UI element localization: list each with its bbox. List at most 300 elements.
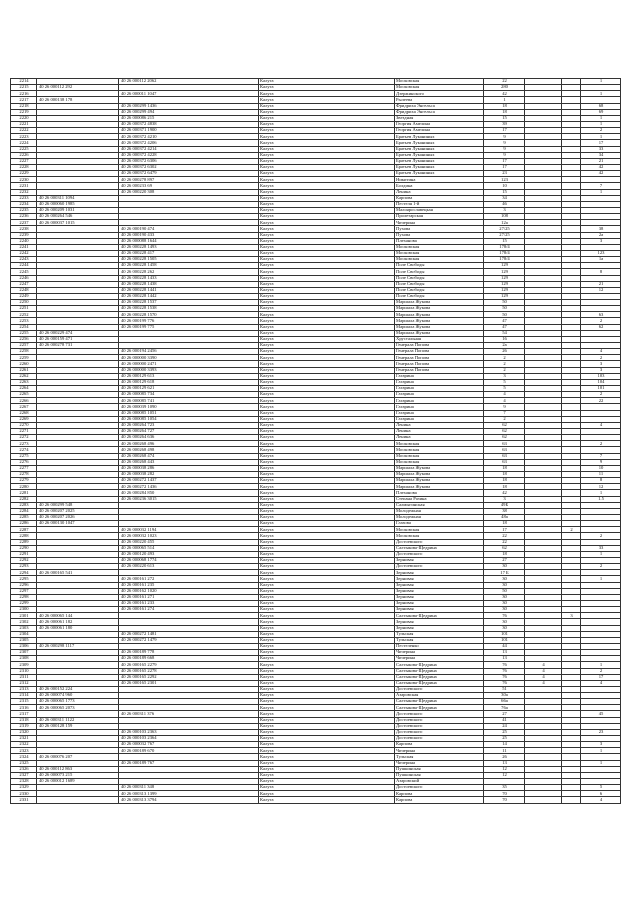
city-cell: Калуга: [259, 748, 395, 754]
row-number-cell: 2292: [11, 557, 37, 563]
street-cell: Молодежная: [395, 514, 484, 520]
house-number-cell: 54: [484, 330, 525, 336]
row-number-cell: 2263: [11, 379, 37, 385]
row-number-cell: 2231: [11, 183, 37, 189]
street-cell: Фридриха Энгельса: [395, 109, 484, 115]
building-cadastral-number-cell: 40 26 000128 159: [37, 723, 119, 729]
premises-cadastral-number-cell: 40 26 000268 474: [119, 453, 259, 459]
row-number-cell: 2223: [11, 134, 37, 140]
house-number-cell: 101: [484, 631, 525, 637]
street-cell: Фридриха Энгельса: [395, 103, 484, 109]
street-cell: Пролетарская: [395, 214, 484, 220]
premises-cadastral-number-cell: 40 26 000065 514: [119, 545, 259, 551]
street-cell: Генерала Попова: [395, 367, 484, 373]
premises-cadastral-number-cell: 40 26 000032 1023: [119, 533, 259, 539]
row-number-cell: 2307: [11, 650, 37, 656]
row-number-cell: 2310: [11, 668, 37, 674]
row-number-cell: 2271: [11, 429, 37, 435]
street-cell: Пушкинская: [395, 772, 484, 778]
city-cell: Калуга: [259, 183, 395, 189]
city-cell: Калуга: [259, 656, 395, 662]
city-cell: Калуга: [259, 447, 395, 453]
row-number-cell: 2331: [11, 797, 37, 803]
row-number-cell: 2309: [11, 662, 37, 668]
city-cell: Калуга: [259, 355, 395, 361]
premises-cadastral-number-cell: 40 26 000272 1436: [119, 484, 259, 490]
premises-cadastral-number-cell: 40 26 000120 493: [119, 551, 259, 557]
house-number-cell: 76: [484, 668, 525, 674]
house-number-cell: 178/4: [484, 250, 525, 256]
city-cell: Калуга: [259, 422, 395, 428]
house-number-cell: 50: [484, 588, 525, 594]
house-number-cell: 3: [484, 207, 525, 213]
building-cadastral-number-cell: [37, 797, 119, 803]
apartment-cell: 1: [581, 189, 621, 195]
house-number-cell: 70: [484, 797, 525, 803]
apartment-cell: 33: [581, 545, 621, 551]
apartment-cell: 1а: [581, 257, 621, 263]
street-cell: Глазова: [395, 521, 484, 527]
premises-cadastral-number-cell: 40 26 000372 4206: [119, 140, 259, 146]
city-cell: Калуга: [259, 312, 395, 318]
street-cell: Маршала Жукова: [395, 484, 484, 490]
house-number-cell: 11: [484, 748, 525, 754]
apartment-cell: 68: [581, 103, 621, 109]
city-cell: Калуга: [259, 158, 395, 164]
street-cell: Салмыгинская: [395, 502, 484, 508]
corpus-cell: [562, 797, 581, 803]
apartment-cell: 1: [581, 91, 621, 97]
row-number-cell: 2308: [11, 656, 37, 662]
house-number-cell: 51: [484, 686, 525, 692]
street-cell: Московская: [395, 453, 484, 459]
premises-cadastral-number-cell: 40 26 000228 1441: [119, 287, 259, 293]
apartment-cell: 2: [581, 441, 621, 447]
row-number-cell: 2328: [11, 779, 37, 785]
house-number-cell: 62: [484, 435, 525, 441]
house-number-cell: 178/4: [484, 244, 525, 250]
house-number-cell: 46: [484, 201, 525, 207]
apartment-cell: 1: [581, 490, 621, 496]
row-number-cell: 2239: [11, 232, 37, 238]
apartment-cell: 101: [581, 386, 621, 392]
street-cell: Карпова: [395, 791, 484, 797]
row-number-cell: 2257: [11, 343, 37, 349]
apartment-cell: 4: [581, 349, 621, 355]
city-cell: Калуга: [259, 711, 395, 717]
house-number-cell: 63: [484, 441, 525, 447]
house-number-cell: 42: [484, 490, 525, 496]
premises-cadastral-number-cell: 40 26 000220 613: [119, 564, 259, 570]
premises-cadastral-number-cell: 40 26 000129 618: [119, 379, 259, 385]
corpus-cell: 3: [562, 613, 581, 619]
row-number-cell: 2235: [11, 207, 37, 213]
street-cell: Салтыкова-Щедрина: [395, 705, 484, 711]
premises-cadastral-number-cell: 40 26 000228 1537: [119, 300, 259, 306]
street-cell: Георгия Амелина: [395, 128, 484, 134]
building-cadastral-number-cell: 40 26 000112 292: [37, 85, 119, 91]
house-number-cell: 63: [484, 453, 525, 459]
apartment-cell: 45: [581, 711, 621, 717]
apartment-cell: 2: [581, 564, 621, 570]
apartment-cell: 123: [581, 250, 621, 256]
city-cell: Калуга: [259, 717, 395, 723]
premises-cadastral-number-cell: 40 26 000000 3390: [119, 355, 259, 361]
house-number-cell: 18: [484, 103, 525, 109]
row-number-cell: 2272: [11, 435, 37, 441]
row-number-cell: 2322: [11, 742, 37, 748]
row-number-cell: 2288: [11, 533, 37, 539]
city-cell: Калуга: [259, 637, 395, 643]
street-cell: Зерновая: [395, 625, 484, 631]
street-cell: Маршала Жукова: [395, 478, 484, 484]
building-cell: 4: [525, 680, 562, 686]
premises-cadastral-number-cell: 40 26 000103 2363: [119, 729, 259, 735]
city-cell: Калуга: [259, 195, 395, 201]
building-cadastral-number-cell: 40 26 000229 474: [37, 330, 119, 336]
street-cell: Салтыкова-Щедрина: [395, 699, 484, 705]
row-number-cell: 2323: [11, 748, 37, 754]
city-cell: Калуга: [259, 140, 395, 146]
city-cell: Калуга: [259, 152, 395, 158]
house-number-cell: 48а: [484, 514, 525, 520]
building-cadastral-number-cell: 40 26 000209 1031: [37, 207, 119, 213]
street-cell: Братьев Луканиных: [395, 171, 484, 177]
row-number-cell: 2303: [11, 625, 37, 631]
building-cell: 4: [525, 674, 562, 680]
house-number-cell: 2а: [484, 343, 525, 349]
premises-cadastral-number-cell: 40 26 000161 274: [119, 607, 259, 613]
city-cell: Калуга: [259, 576, 395, 582]
house-number-cell: 4: [484, 398, 525, 404]
house-number-cell: 129: [484, 269, 525, 275]
city-cell: Калуга: [259, 79, 395, 85]
house-number-cell: 129: [484, 275, 525, 281]
city-cell: Калуга: [259, 324, 395, 330]
city-cell: Калуга: [259, 557, 395, 563]
row-number-cell: 2253: [11, 318, 37, 324]
city-cell: Калуга: [259, 680, 395, 686]
city-cell: Калуга: [259, 306, 395, 312]
city-cell: Калуга: [259, 416, 395, 422]
row-number-cell: 2243: [11, 257, 37, 263]
street-cell: Братьев Луканиных: [395, 146, 484, 152]
apartment-cell: 2: [581, 318, 621, 324]
house-number-cell: 76: [484, 613, 525, 619]
apartment-cell: 1.5: [581, 496, 621, 502]
street-cell: Генерала Попова: [395, 349, 484, 355]
premises-cadastral-number-cell: 40 26 000268 496: [119, 441, 259, 447]
city-cell: Калуга: [259, 760, 395, 766]
house-number-cell: 4: [484, 392, 525, 398]
row-number-cell: 2305: [11, 637, 37, 643]
premises-cadastral-number-cell: 40 26 000085 1051: [119, 410, 259, 416]
street-cell: Достоевского: [395, 736, 484, 742]
row-number-cell: 2258: [11, 349, 37, 355]
house-number-cell: 25: [484, 729, 525, 735]
city-cell: Калуга: [259, 791, 395, 797]
premises-cadastral-number-cell: 40 26 000372 6479: [119, 171, 259, 177]
street-cell: Зерновая: [395, 557, 484, 563]
premises-cadastral-number-cell: 40 26 000165 2279: [119, 662, 259, 668]
street-cell: Салтыкова-Щедрина: [395, 674, 484, 680]
row-number-cell: 2238: [11, 226, 37, 232]
row-number-cell: 2297: [11, 588, 37, 594]
street-cell: Зерновая: [395, 570, 484, 576]
city-cell: Калуга: [259, 435, 395, 441]
city-cell: Калуга: [259, 121, 395, 127]
street-cell: Поле Свободы: [395, 281, 484, 287]
city-cell: Калуга: [259, 613, 395, 619]
row-number-cell: 2252: [11, 312, 37, 318]
building-cadastral-number-cell: 40 26 000207 2025: [37, 508, 119, 514]
row-number-cell: 2224: [11, 140, 37, 146]
house-number-cell: 44: [484, 643, 525, 649]
premises-cadastral-number-cell: 40 26 000038 282: [119, 472, 259, 478]
apartment-cell: 22: [581, 398, 621, 404]
row-number-cell: 2251: [11, 306, 37, 312]
building-cadastral-number-cell: 40 26 000037 1015: [37, 220, 119, 226]
row-number-cell: 2319: [11, 723, 37, 729]
street-cell: Братьев Луканиных: [395, 152, 484, 158]
apartment-cell: 2: [581, 128, 621, 134]
building-cadastral-number-cell: 40 26 000299 548: [37, 502, 119, 508]
city-cell: Калуга: [259, 263, 395, 269]
premises-cadastral-number-cell: 40 26 000372 6302: [119, 164, 259, 170]
building-cadastral-number-cell: 40 26 000152 224: [37, 686, 119, 692]
city-cell: Калуга: [259, 103, 395, 109]
house-number-cell: 27/25: [484, 226, 525, 232]
street-cell: Пестеля 1-й: [395, 201, 484, 207]
city-cell: Калуга: [259, 349, 395, 355]
house-number-cell: 62: [484, 422, 525, 428]
house-number-cell: 129: [484, 263, 525, 269]
row-number-cell: 2299: [11, 600, 37, 606]
house-number-cell: 9: [484, 146, 525, 152]
premises-cadastral-number-cell: 40 26 000129 613: [119, 373, 259, 379]
building-cadastral-number-cell: 40 26 000065 1773: [37, 699, 119, 705]
house-number-cell: 12: [484, 766, 525, 772]
street-cell: Братьев Луканиных: [395, 158, 484, 164]
building-cadastral-number-cell: 40 26 000065 2073: [37, 705, 119, 711]
premises-cadastral-number-cell: 40 26 000129 621: [119, 386, 259, 392]
house-number-cell: 76: [484, 674, 525, 680]
row-number-cell: 2280: [11, 484, 37, 490]
street-cell: Зерновая: [395, 588, 484, 594]
apartment-cell: 11: [581, 472, 621, 478]
apartment-cell: 5: [581, 785, 621, 791]
row-number-cell: 2270: [11, 422, 37, 428]
row-number-cell: 2254: [11, 324, 37, 330]
row-number-cell: 2281: [11, 490, 37, 496]
row-number-cell: 2318: [11, 717, 37, 723]
city-cell: Калуга: [259, 459, 395, 465]
street-cell: Болдина: [395, 183, 484, 189]
street-cell: Московская: [395, 250, 484, 256]
city-cell: Калуга: [259, 189, 395, 195]
house-number-cell: 49Б: [484, 502, 525, 508]
premises-cadastral-number-cell: 40 26 000228 1493: [119, 244, 259, 250]
street-cell: Чичерина: [395, 650, 484, 656]
row-number-cell: 2248: [11, 287, 37, 293]
house-number-cell: 27/25: [484, 232, 525, 238]
row-number-cell: 2227: [11, 158, 37, 164]
street-cell: Поле Свободы: [395, 269, 484, 275]
street-cell: Плеханова: [395, 238, 484, 244]
house-number-cell: 16: [484, 336, 525, 342]
house-number-cell: 2: [484, 416, 525, 422]
apartment-cell: 8: [581, 269, 621, 275]
row-number-cell: 2296: [11, 582, 37, 588]
street-cell: Чичерина: [395, 220, 484, 226]
row-number-cell: 2267: [11, 404, 37, 410]
house-number-cell: 101: [484, 637, 525, 643]
street-cell: Рылеева: [395, 97, 484, 103]
row-number-cell: 2229: [11, 171, 37, 177]
street-cell: Поле Свободы: [395, 293, 484, 299]
house-number-cell: 15: [484, 115, 525, 121]
premises-cadastral-number-cell: 40 26 000189 767: [119, 760, 259, 766]
row-number-cell: 2304: [11, 631, 37, 637]
house-number-cell: 63: [484, 459, 525, 465]
row-number-cell: 2317: [11, 711, 37, 717]
street-cell: Гагарина: [395, 392, 484, 398]
premises-cadastral-number-cell: 40 26 000161 272: [119, 576, 259, 582]
premises-cadastral-number-cell: 40 26 000272 1481: [119, 631, 259, 637]
premises-cadastral-number-cell: 40 26 000313 1399: [119, 791, 259, 797]
row-number-cell: 2226: [11, 152, 37, 158]
house-number-cell: 34: [484, 195, 525, 201]
house-number-cell: 129: [484, 293, 525, 299]
premises-cadastral-number-cell: 40 26 000272 1437: [119, 478, 259, 484]
street-cell: Чичерина: [395, 748, 484, 754]
city-cell: Калуга: [259, 398, 395, 404]
house-number-cell: 30: [484, 607, 525, 613]
street-cell: Зерновая: [395, 594, 484, 600]
apartment-cell: 3: [581, 238, 621, 244]
apartment-cell: 8: [581, 478, 621, 484]
street-cell: Маршала Жукова: [395, 330, 484, 336]
premises-cadastral-number-cell: 40 26 000272 1479: [119, 637, 259, 643]
row-number-cell: 2214: [11, 79, 37, 85]
building-cadastral-number-cell: 40 26 000311 1122: [37, 717, 119, 723]
street-cell: Маршала Жукова: [395, 312, 484, 318]
premises-cadastral-number-cell: 40 26 000228 1505: [119, 257, 259, 263]
city-cell: Калуга: [259, 300, 395, 306]
house-number-cell: 35: [484, 785, 525, 791]
row-number-cell: 2324: [11, 754, 37, 760]
house-number-cell: 22: [484, 79, 525, 85]
premises-cadastral-number-cell: 40 26 000000 3393: [119, 367, 259, 373]
premises-cadastral-number-cell: 40 26 000161 235: [119, 582, 259, 588]
row-number-cell: 2330: [11, 791, 37, 797]
premises-cadastral-number-cell: 40 26 000194 2456: [119, 349, 259, 355]
house-number-cell: 25: [484, 736, 525, 742]
house-number-cell: 47: [484, 324, 525, 330]
house-number-cell: 7: [484, 410, 525, 416]
premises-cadastral-number-cell: 40 26 000088 1644: [119, 238, 259, 244]
street-cell: Карпова: [395, 742, 484, 748]
premises-cadastral-number-cell: 40 26 000264 723: [119, 422, 259, 428]
premises-cadastral-number-cell: 40 26 000161 271: [119, 594, 259, 600]
apartment-cell: 23: [581, 729, 621, 735]
premises-cadastral-number-cell: 40 26 000372 4838: [119, 121, 259, 127]
city-cell: Калуга: [259, 115, 395, 121]
city-cell: Калуга: [259, 643, 395, 649]
city-cell: Калуга: [259, 736, 395, 742]
city-cell: Калуга: [259, 220, 395, 226]
street-cell: Тульская: [395, 637, 484, 643]
city-cell: Калуга: [259, 588, 395, 594]
city-cell: Калуга: [259, 287, 395, 293]
house-number-cell: 30: [484, 576, 525, 582]
house-number-cell: 30: [484, 582, 525, 588]
street-cell: Гагарина: [395, 404, 484, 410]
row-number-cell: 2295: [11, 576, 37, 582]
street-cell: Азаровский: [395, 779, 484, 785]
premises-cadastral-number-cell: 40 26 000199 775: [119, 324, 259, 330]
street-cell: Генерала Попова: [395, 361, 484, 367]
row-number-cell: 2236: [11, 214, 37, 220]
row-number-cell: 2219: [11, 109, 37, 115]
row-number-cell: 2240: [11, 238, 37, 244]
city-cell: Калуга: [259, 201, 395, 207]
premises-cadastral-number-cell: 40 26 000299 1436: [119, 103, 259, 109]
premises-cadastral-number-cell: 40 26 000228 262: [119, 269, 259, 275]
house-number-cell: 18: [484, 109, 525, 115]
premises-cadastral-number-cell: 40 26 000228 1458: [119, 263, 259, 269]
house-number-cell: 66а: [484, 699, 525, 705]
building-cell: 4: [525, 668, 562, 674]
premises-cadastral-number-cell: 40 26 000233 69: [119, 183, 259, 189]
premises-cadastral-number-cell: 40 26 000228 1438: [119, 281, 259, 287]
street-cell: Звездная: [395, 115, 484, 121]
city-cell: Калуга: [259, 128, 395, 134]
street-cell: Московская: [395, 85, 484, 91]
house-number-cell: 76: [484, 680, 525, 686]
premises-cadastral-number-cell: 40 26 000085 734: [119, 392, 259, 398]
city-cell: Калуга: [259, 269, 395, 275]
city-cell: Калуга: [259, 674, 395, 680]
row-number-cell: 2312: [11, 680, 37, 686]
house-number-cell: 17: [484, 164, 525, 170]
city-cell: Калуга: [259, 754, 395, 760]
row-number-cell: 2234: [11, 201, 37, 207]
premises-cadastral-number-cell: 40 26 000032 767: [119, 742, 259, 748]
row-number-cell: 2256: [11, 336, 37, 342]
street-cell: Зерновая: [395, 600, 484, 606]
house-number-cell: 2: [484, 367, 525, 373]
row-number-cell: 2285: [11, 514, 37, 520]
street-cell: Московская: [395, 257, 484, 263]
house-number-cell: 17: [484, 128, 525, 134]
house-number-cell: 38: [484, 508, 525, 514]
apartment-cell: 1: [581, 121, 621, 127]
premises-cadastral-number-cell: 40 26 000313 3794: [119, 797, 259, 803]
street-cell: Гагарина: [395, 416, 484, 422]
city-cell: Калуга: [259, 226, 395, 232]
building-cadastral-number-cell: 40 26 000061 182: [37, 619, 119, 625]
apartment-cell: 4: [581, 422, 621, 428]
street-cell: Малоярославецкая: [395, 207, 484, 213]
house-number-cell: 14: [484, 742, 525, 748]
city-cell: Калуга: [259, 496, 395, 502]
row-number-cell: 2311: [11, 674, 37, 680]
street-cell: Гагарина: [395, 410, 484, 416]
house-number-cell: 39: [484, 121, 525, 127]
house-number-cell: 178/4: [484, 257, 525, 263]
city-cell: Калуга: [259, 539, 395, 545]
